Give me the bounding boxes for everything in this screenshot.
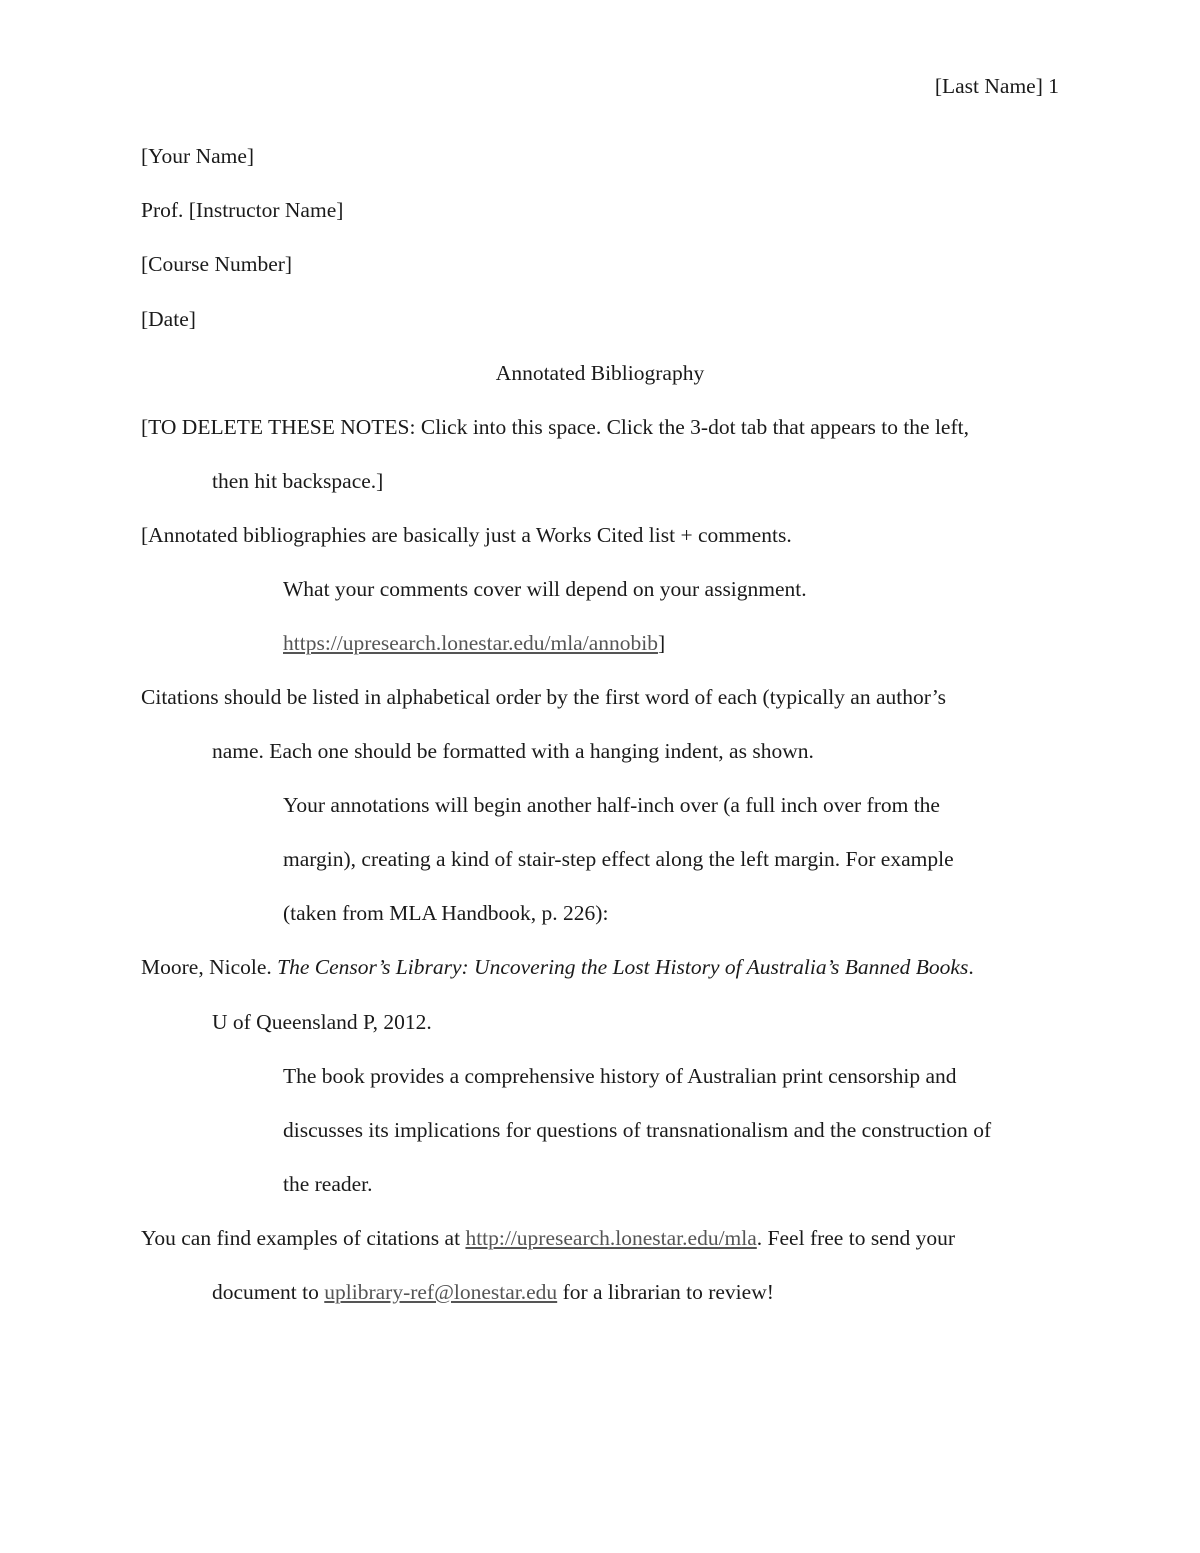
student-name: [Your Name] — [141, 144, 255, 168]
citation-annotation-line-1: The book provides a comprehensive history of Australian print censorship and — [283, 1064, 957, 1088]
intro-note-line-3 — [283, 630, 665, 656]
delete-note-line-2: then hit backspace.] — [212, 469, 384, 493]
intro-note-line-1: [Annotated bibliographies are basically just a Works Cited list + comments. — [141, 523, 792, 547]
intro-note-line-2: What your comments cover will depend on your assignment. — [283, 577, 807, 601]
footer-line2-prefix: document to — [212, 1280, 325, 1304]
intro-link-suffix: ] — [657, 631, 666, 655]
footer-prefix: You can find examples of citations at — [141, 1226, 466, 1250]
course-number: [Course Number] — [141, 252, 293, 276]
mla-examples-link[interactable]: http://upresearch.lonestar.edu/mla — [465, 1226, 757, 1250]
footer-note-line-2 — [212, 1279, 774, 1305]
annotation-note-line-2: margin), creating a kind of stair-step effect along the left margin. For example — [283, 847, 954, 871]
order-note-line-1: Citations should be listed in alphabetical order by the first word of each (typically an author’s — [141, 685, 947, 709]
annotation-note-line-3: (taken from MLA Handbook, p. 226): — [283, 901, 609, 925]
delete-note-line-1: [TO DELETE THESE NOTES: Click into this space. Click the 3-dot tab that appears to the left, — [141, 415, 969, 439]
footer-line2-suffix: for a librarian to review! — [557, 1280, 774, 1304]
citation-publisher: U of Queensland P, 2012. — [212, 1010, 432, 1034]
citation-line-1 — [141, 954, 974, 980]
citation-author: Moore, Nicole. — [141, 955, 278, 979]
order-note-line-2: name. Each one should be formatted with a hanging indent, as shown. — [212, 739, 814, 763]
citation-book-title: The Censor’s Library: Uncovering the Lost History of Australia’s Banned Books — [277, 955, 969, 979]
document-title: Annotated Bibliography — [495, 361, 705, 385]
citation-title-end: . — [968, 955, 974, 979]
footer-note-line-1 — [141, 1225, 955, 1251]
citation-annotation-line-2: discusses its implications for questions of transnationalism and the construction of — [283, 1118, 992, 1142]
librarian-email-link[interactable]: uplibrary-ref@lonestar.edu — [324, 1280, 558, 1304]
citation-annotation-line-3: the reader. — [283, 1172, 373, 1196]
instructor-name: Prof. [Instructor Name] — [141, 198, 344, 222]
annotation-note-line-1: Your annotations will begin another half-inch over (a full inch over from the — [283, 793, 940, 817]
footer-middle: . Feel free to send your — [756, 1226, 956, 1250]
date: [Date] — [141, 307, 196, 331]
running-head: [Last Name] 1 — [934, 74, 1059, 98]
annobib-link[interactable]: https://upresearch.lonestar.edu/mla/annobib — [283, 631, 658, 655]
